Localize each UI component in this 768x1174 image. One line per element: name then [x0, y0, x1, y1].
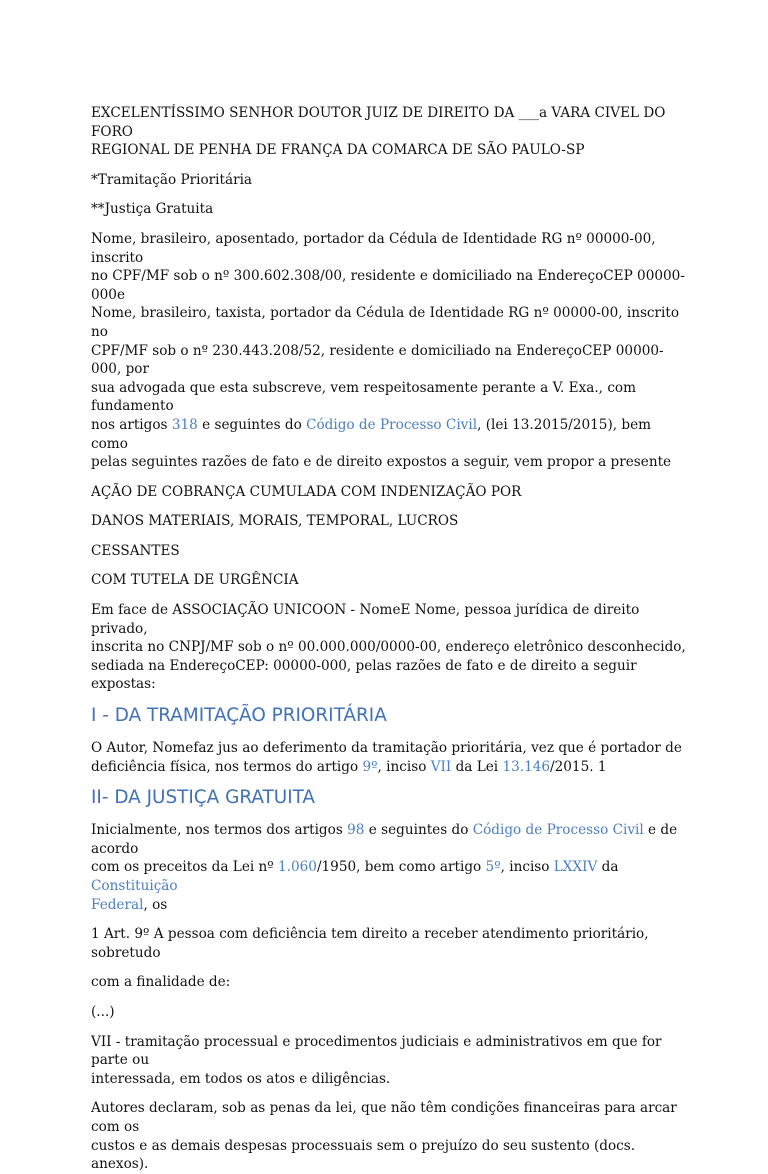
- inciso-link-lxxiv[interactable]: LXXIV: [553, 859, 598, 876]
- article-link-318[interactable]: 318: [171, 416, 198, 433]
- text-fragment: , os: [143, 896, 168, 913]
- note-justica-gratuita: **Justiça Gratuita: [91, 201, 214, 218]
- declaration-paragraph: [91, 1099, 692, 1173]
- text-fragment: Inicialmente, nos termos dos artigos: [91, 822, 348, 839]
- text-fragment: e seguintes do: [197, 416, 307, 433]
- footnote-article-9: 1 Art. 9º A pessoa com deficiência tem direito a receber atendimento prioritário, sobretudo: [91, 926, 649, 961]
- text-fragment: /2015. 1: [550, 758, 607, 775]
- qualification-line: pelas seguintes razões de fato e de direito expostos a seguir, vem propor a presente: [91, 454, 672, 471]
- footnote-ellipsis: (...): [91, 1003, 115, 1020]
- text-fragment: nos artigos: [91, 416, 172, 433]
- inciso-link-vii[interactable]: VII: [430, 758, 452, 775]
- article-link-98[interactable]: 98: [347, 822, 365, 839]
- text-fragment: O Autor, Nomefaz jus ao deferimento da tramitação prioritária, vez que é portador de: [91, 740, 682, 757]
- cpc-link[interactable]: Código de Processo Civil: [306, 416, 478, 433]
- text-fragment: , inciso: [500, 859, 554, 876]
- defendant-line: sediada na EndereçoCEP: 00000-000, pelas razões de fato e de direito a seguir expostas:: [91, 657, 637, 693]
- section-heading-tramitacao: I - DA TRAMITAÇÃO PRIORITÁRIA: [91, 705, 387, 727]
- section-heading-justica-gratuita: II- DA JUSTIÇA GRATUITA: [91, 787, 316, 809]
- section1-paragraph: [91, 739, 692, 776]
- court-addressing: [91, 104, 692, 160]
- article-link-9[interactable]: 9º: [362, 758, 378, 775]
- note-tramitacao: *Tramitação Prioritária: [91, 171, 253, 188]
- court-addressing-line1: EXCELENTÍSSIMO SENHOR DOUTOR JUIZ DE DIREITO DA ___a VARA CIVEL DO FORO: [91, 105, 666, 140]
- qualification-line: CPF/MF sob o nº 230.443.208/52, residente e domiciliado na EndereçoCEP 00000-000, por: [91, 342, 664, 378]
- constitution-link[interactable]: Constituição: [91, 878, 178, 894]
- defendant-line: Em face de ASSOCIAÇÃO UNICOON - NomeE Nome, pessoa jurídica de direito privado,: [91, 602, 640, 637]
- action-title-line1: AÇÃO DE COBRANÇA CUMULADA COM INDENIZAÇÃO POR: [91, 483, 522, 500]
- qualification-line: Nome, brasileiro, taxista, portador da Cédula de Identidade RG nº 00000-00, inscrito no: [91, 305, 680, 340]
- text-fragment: , (lei 13.2015/2015), bem como: [91, 416, 652, 452]
- footnote-finalidade: com a finalidade de:: [91, 974, 231, 991]
- defendant-line: inscrita no CNPJ/MF sob o nº 00.000.000/0000-00, endereço eletrônico desconhecido,: [91, 639, 686, 656]
- text-fragment: da Lei: [451, 758, 503, 775]
- text-fragment: da: [597, 859, 619, 876]
- text-fragment: com os preceitos da Lei nº: [91, 859, 279, 876]
- qualification-line: no CPF/MF sob o nº 300.602.308/00, residente e domiciliado na EndereçoCEP 00000-000e: [91, 268, 685, 303]
- text-fragment: e seguintes do: [364, 822, 473, 839]
- inciso-vii-paragraph: [91, 1033, 692, 1089]
- text-fragment: /1950, bem como artigo: [316, 859, 486, 876]
- text-fragment: interessada, em todos os atos e diligências.: [91, 1070, 391, 1087]
- text-fragment: VII - tramitação processual e procedimentos judiciais e administrativos em que for parte ou: [91, 1033, 662, 1069]
- text-fragment: custos e as demais despesas processuais sem o prejuízo do seu sustento (docs. anexos).: [91, 1137, 636, 1173]
- text-fragment: e de acordo: [91, 822, 678, 857]
- section2-paragraph: [91, 821, 692, 914]
- action-title-line2: DANOS MATERIAIS, MORAIS, TEMPORAL, LUCROS: [91, 513, 459, 530]
- defendant-paragraph: [91, 601, 692, 694]
- article-link-5[interactable]: 5º: [485, 859, 501, 876]
- text-fragment: Autores declaram, sob as penas da lei, que não têm condições financeiras para arcar com os: [91, 1100, 677, 1135]
- action-title-line4: COM TUTELA DE URGÊNCIA: [91, 572, 299, 589]
- text-fragment: deficiência física, nos termos do artigo: [91, 758, 363, 775]
- action-title-line3: CESSANTES: [91, 542, 180, 559]
- cpc-link[interactable]: Código de Processo Civil: [472, 822, 644, 839]
- court-addressing-line2: REGIONAL DE PENHA DE FRANÇA DA COMARCA DE SÃO PAULO-SP: [91, 142, 585, 159]
- qualification-line: Nome, brasileiro, aposentado, portador da Cédula de Identidade RG nº 00000-00, inscrito: [91, 230, 656, 266]
- party-qualification: [91, 230, 692, 472]
- text-fragment: , inciso: [377, 758, 431, 775]
- law-link-13146[interactable]: 13.146: [502, 758, 551, 775]
- law-link-1060[interactable]: 1.060: [278, 859, 317, 876]
- constitution-link-federal[interactable]: Federal: [91, 896, 144, 913]
- qualification-line: sua advogada que esta subscreve, vem respeitosamente perante a V. Exa., com fundamento: [91, 379, 637, 415]
